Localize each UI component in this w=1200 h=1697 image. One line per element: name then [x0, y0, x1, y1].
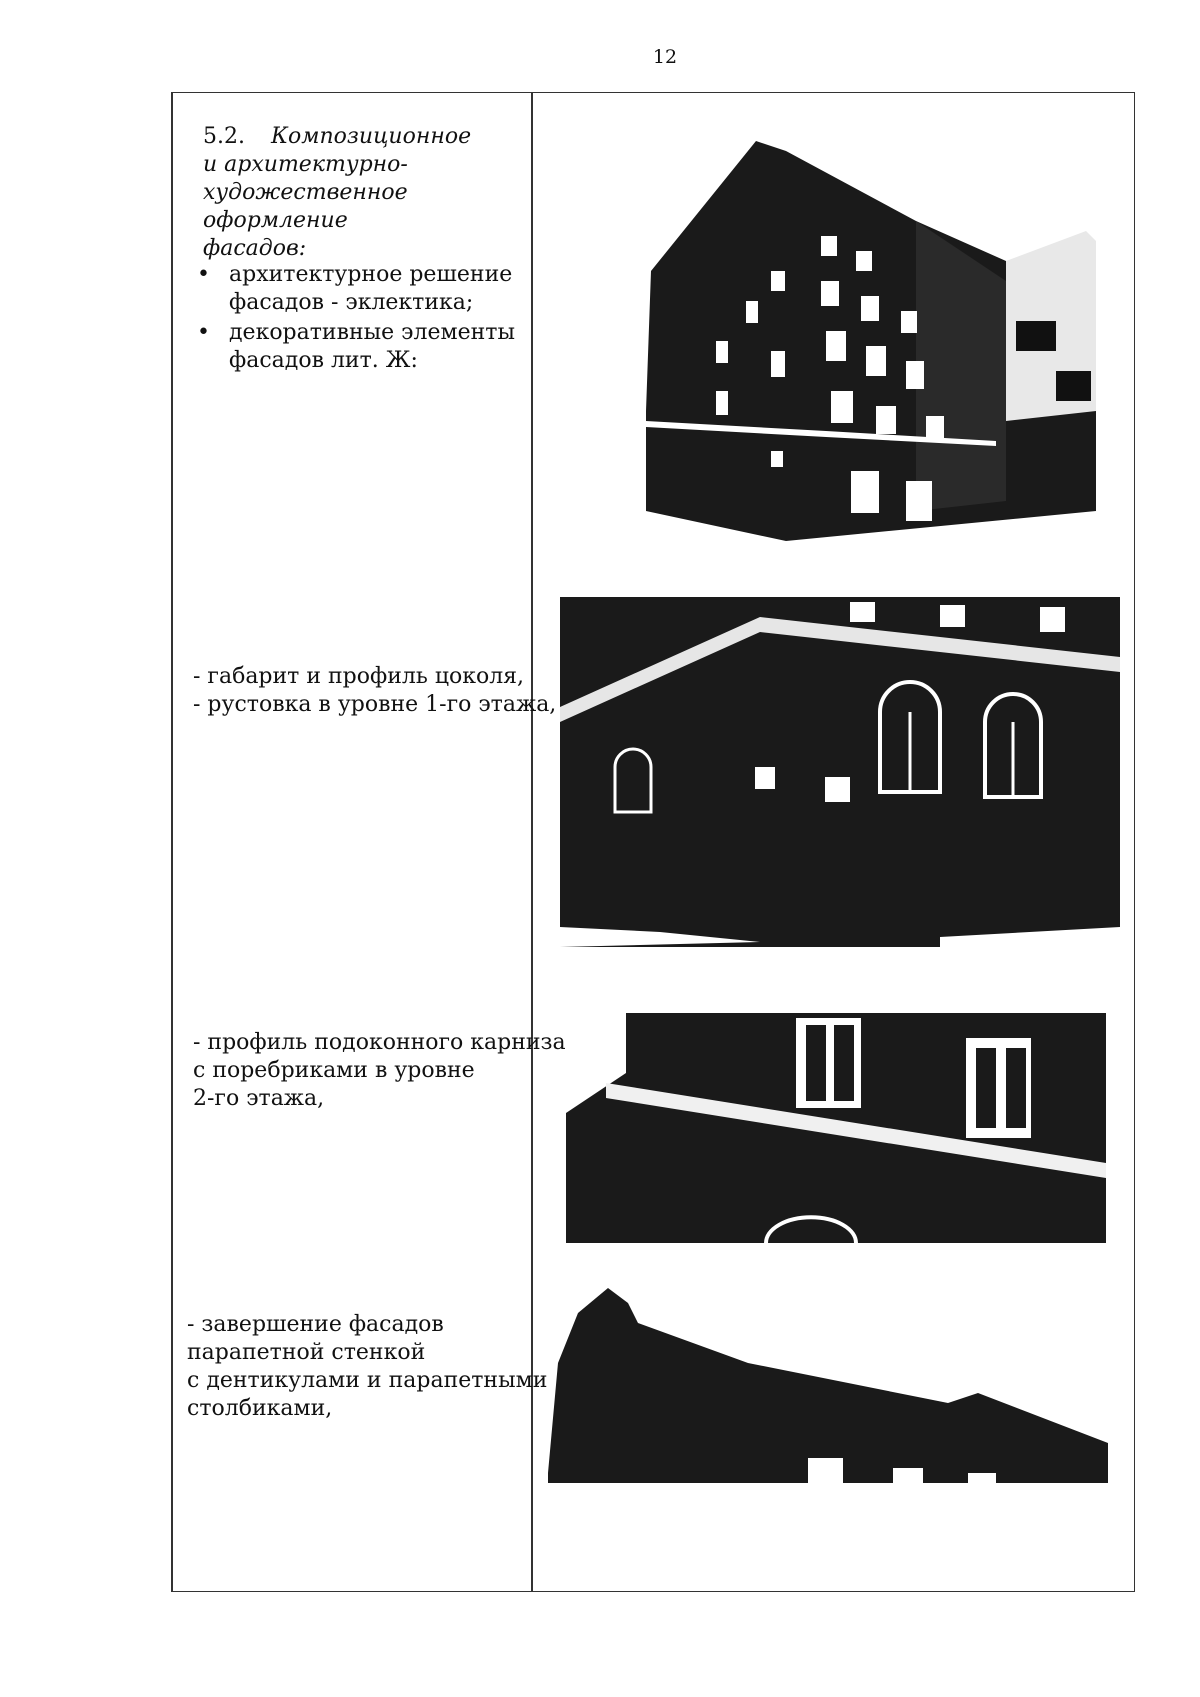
parapet-photo: [548, 1283, 1108, 1483]
content-table: [171, 92, 1135, 1592]
building-image: [586, 121, 1116, 551]
bullet-item: [185, 319, 525, 375]
item-line: - рустовка в уровне 1-го этажа,: [193, 692, 557, 717]
item-line: с поребриками в уровне: [193, 1058, 475, 1083]
building-photo: [586, 121, 1116, 551]
item-line: парапетной стенкой: [187, 1340, 426, 1365]
cornice-photo: [566, 1013, 1106, 1243]
plinth-image: [560, 597, 1120, 947]
section-title-line: фасадов:: [203, 236, 307, 261]
bullet-line: • декоративные элементы: [229, 320, 515, 345]
item-line: - габарит и профиль цоколя,: [193, 664, 525, 689]
cornice-image: [566, 1013, 1106, 1243]
bullet-list: [185, 261, 525, 377]
bullet-item: [185, 261, 525, 317]
page-number: 12: [652, 46, 678, 68]
bullet-line: фасадов лит. Ж:: [229, 348, 418, 373]
plinth-photo: [560, 597, 1120, 947]
item-line: 2-го этажа,: [193, 1086, 325, 1111]
parapet-text: [187, 1311, 548, 1423]
cornice-text: [193, 1029, 566, 1113]
bullet-line: фасадов - эклектика;: [229, 290, 474, 315]
bullet-line: • архитектурное решение: [229, 262, 513, 287]
section-heading: [203, 123, 523, 263]
section-title-line: Композиционное: [270, 124, 472, 149]
item-line: - завершение фасадов: [187, 1312, 444, 1337]
item-line: столбиками,: [187, 1396, 333, 1421]
section-title-line: и архитектурно-: [203, 152, 408, 177]
item-line: - профиль подоконного карниза: [193, 1030, 566, 1055]
parapet-image: [548, 1283, 1108, 1483]
item-line: с дентикулами и парапетными: [187, 1368, 548, 1393]
plinth-rustication-text: [193, 663, 557, 719]
section-number: 5.2.: [203, 124, 245, 149]
section-title-line: художественное оформление: [203, 180, 408, 233]
description-column: [171, 93, 566, 1591]
